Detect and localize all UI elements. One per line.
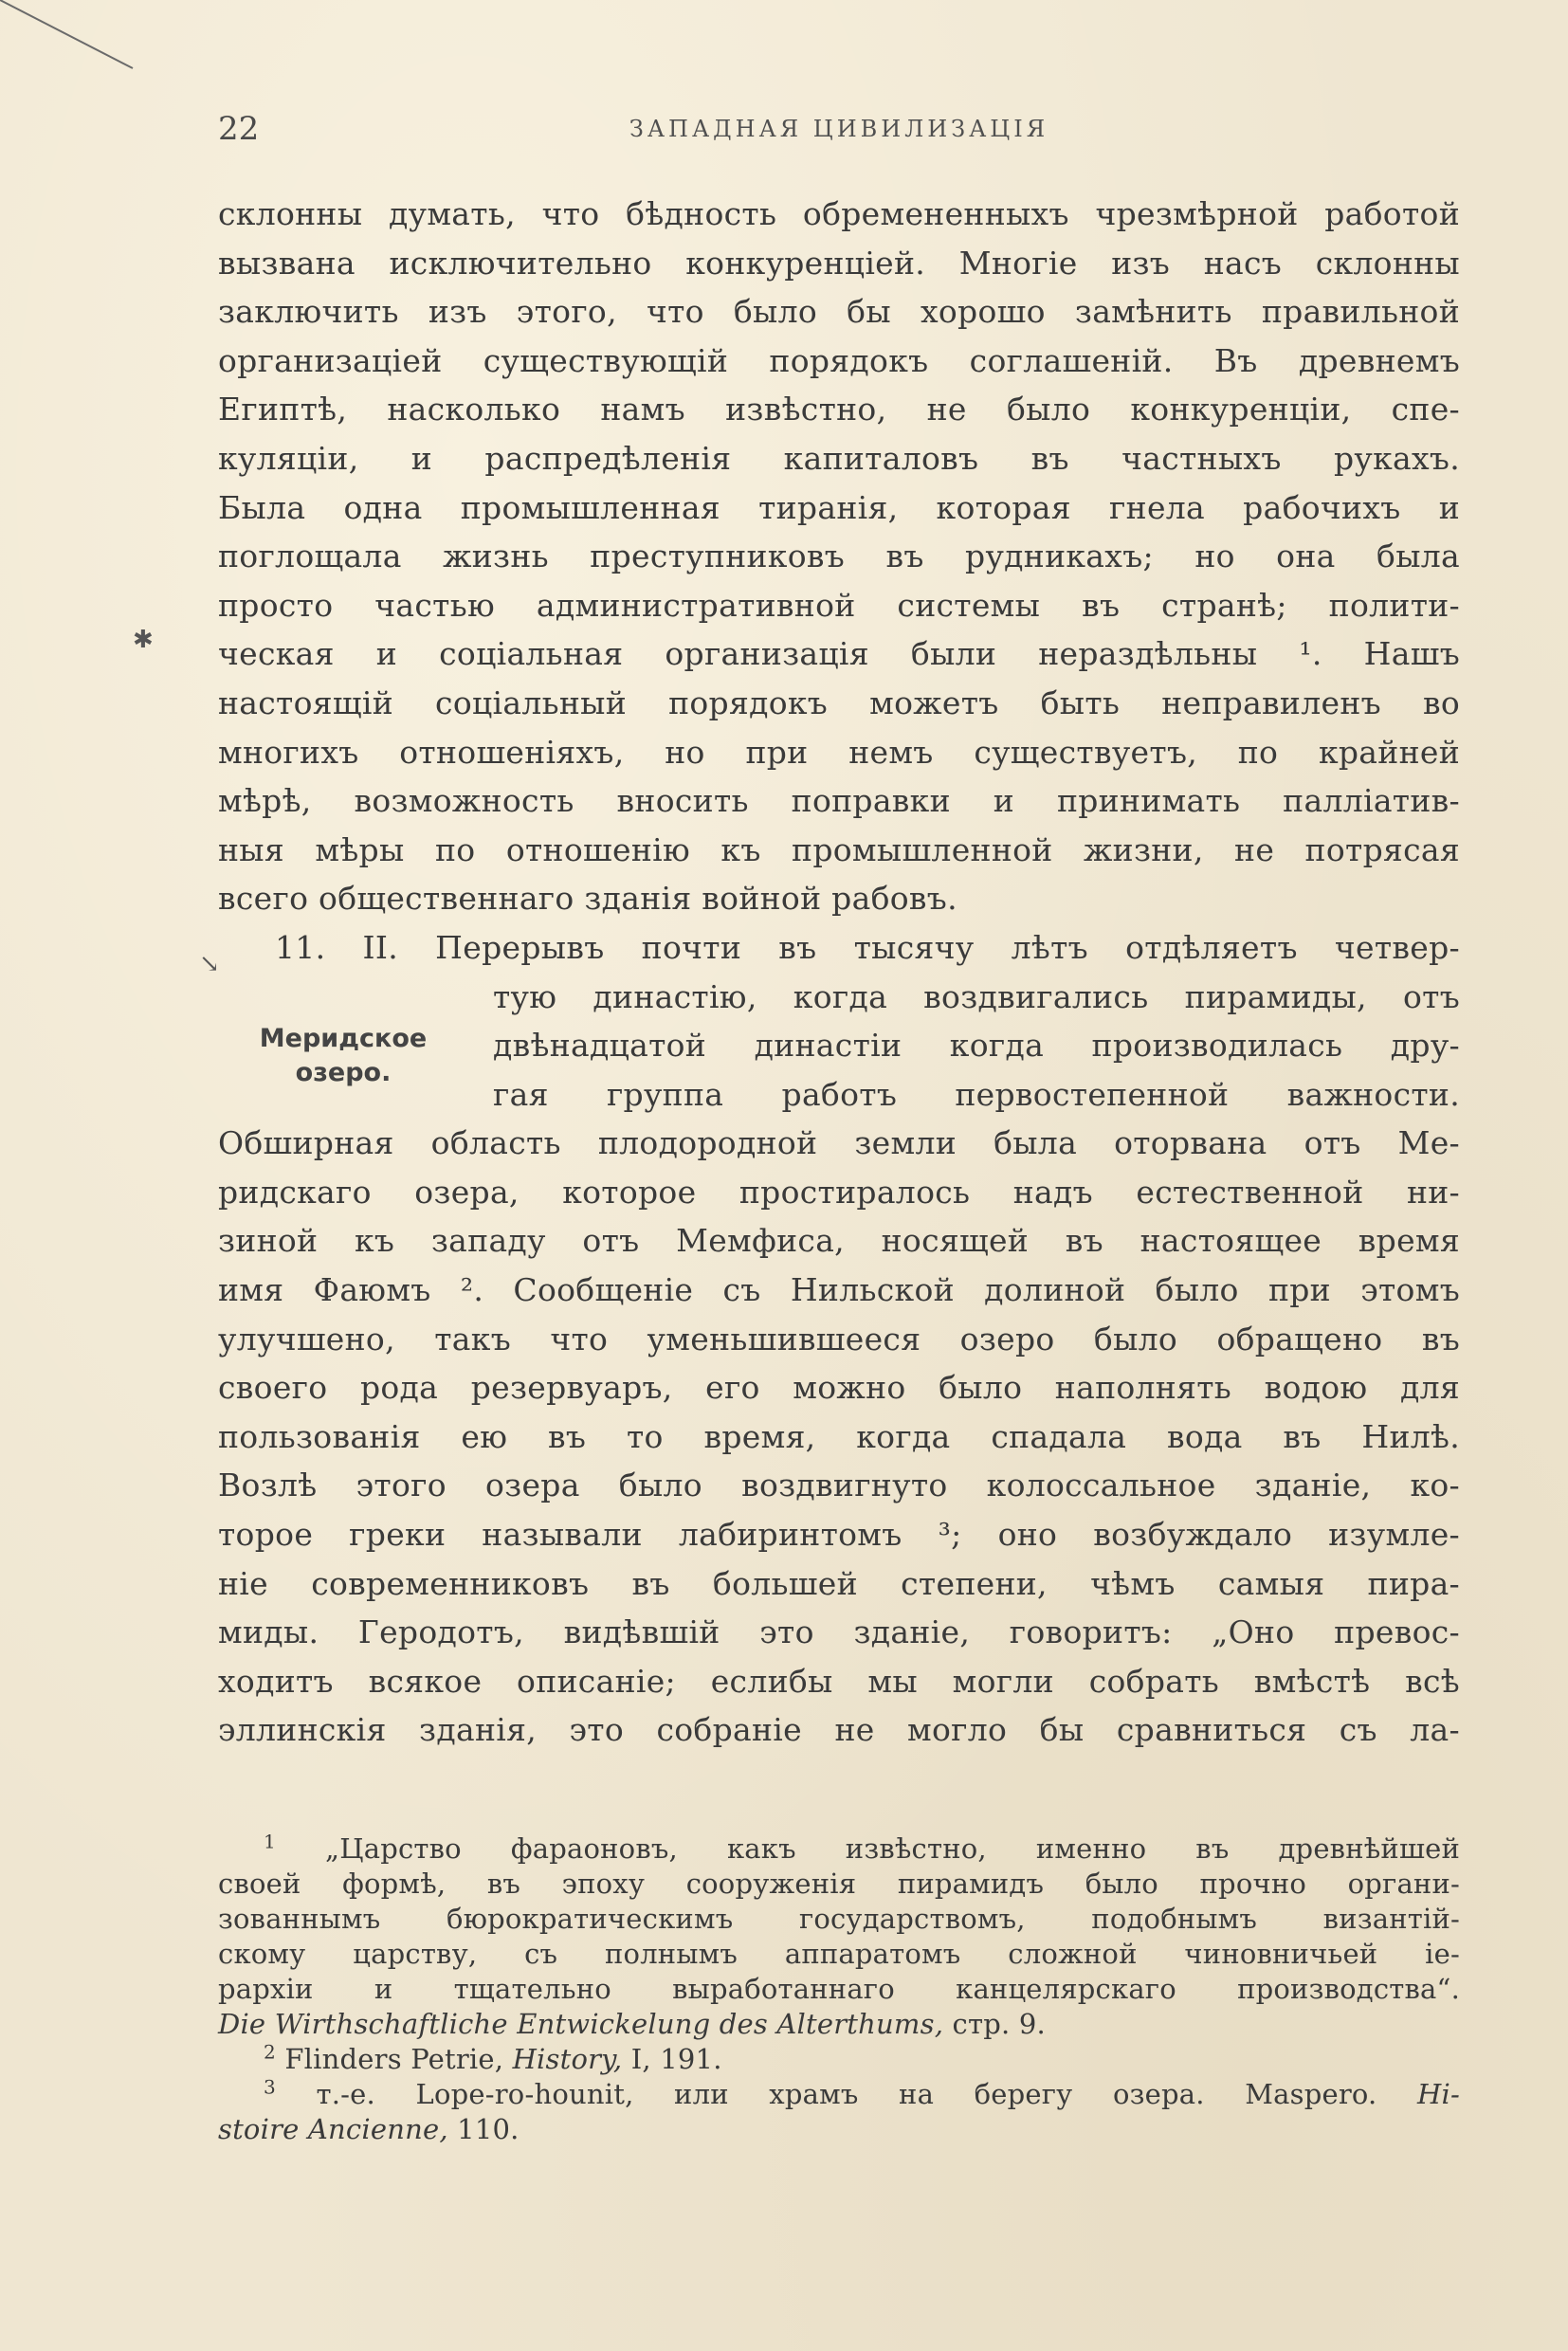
footnote-3 <box>218 2077 1460 2112</box>
text-line: заключить изъ этого, что было бы хорошо замѣнить правильной <box>218 293 1460 331</box>
text-line: просто частью административной системы въ странѣ; полити- <box>218 586 1460 624</box>
footnote-2-page: I, 191. <box>622 2043 722 2075</box>
footnote-3-title-start: Hi- <box>1417 2078 1460 2110</box>
text-line: Обширная область плодородной земли была оторвана отъ Ме- <box>218 1124 1460 1162</box>
page-number: 22 <box>218 110 260 148</box>
footnotes <box>218 1832 1460 2147</box>
footnote-marker: 1 <box>264 1830 276 1853</box>
page-header <box>218 106 1460 154</box>
text-line: гая группа работъ первостепенной важности. <box>493 1075 1460 1113</box>
footnote-3-line <box>218 2112 1460 2147</box>
corner-pencil-mark <box>0 0 152 85</box>
text-line: мѣрѣ, возможность вносить поправки и принимать палліатив- <box>218 782 1460 820</box>
text-line: склонны думать, что бѣдность обремененныхъ чрезмѣрной работой <box>218 195 1460 232</box>
text-line: миды. Геродотъ, видѣвшій это зданіе, говоритъ: „Оно превос- <box>218 1613 1460 1651</box>
text-line: торое греки называли лабиринтомъ ³; оно возбуждало изумле- <box>218 1516 1460 1554</box>
section-start-line: 11. II. Перерывъ почти въ тысячу лѣтъ отдѣляетъ четвер- <box>275 928 1460 966</box>
text-line: ныя мѣры по отношенію къ промышленной жизни, не потрясая <box>218 830 1460 868</box>
footnote-1-reference <box>218 2007 1460 2042</box>
text-line: двѣнадцатой династіи когда производилась дру- <box>493 1027 1460 1065</box>
text-line: Египтѣ, насколько намъ извѣстно, не было конкуренціи, спе- <box>218 391 1460 428</box>
text-line: улучшено, такъ что уменьшившееся озеро было обращено въ <box>218 1320 1460 1358</box>
running-head: ЗАПАДНАЯ ЦИВИЛИЗАЦІЯ <box>629 116 1049 142</box>
text-line: Была одна промышленная тиранія, которая гнела рабочихъ и <box>218 488 1460 526</box>
text-line: пользованія ею въ то время, когда спадала вода въ Нилѣ. <box>218 1417 1460 1455</box>
text-line: эллинскія зданія, это собраніе не могло бы сравниться съ ла- <box>218 1711 1460 1749</box>
footnote-3-text: т.-е. Lope-ro-hounit, или храмъ на берегу озера. Maspero. <box>316 2078 1418 2110</box>
footnote-3-title-end: stoire Ancienne, <box>218 2113 448 2145</box>
text-line: имя Фаюмъ ². Сообщеніе съ Нильской долиной было при этомъ <box>218 1271 1460 1309</box>
text-line: зиной къ западу отъ Мемфиса, носящей въ настоящее время <box>218 1222 1460 1260</box>
main-text <box>218 190 1460 1755</box>
footnote-1-ref-title: Die Wirthschaftliche Entwickelung des Alterthums, <box>218 2008 944 2040</box>
margin-mark: ↘ <box>199 950 220 978</box>
footnote-2-title: History, <box>512 2043 623 2075</box>
footnote-2-author: Flinders Petrie, <box>284 2043 513 2075</box>
text-line: ридскаго озера, которое простиралось надъ естественной ни- <box>218 1173 1460 1211</box>
text-line: ческая и соціальная организація были нераздѣльны ¹. Нашъ <box>218 635 1460 673</box>
text-line: ходитъ всякое описаніе; еслибы мы могли собрать вмѣстѣ всѣ <box>218 1662 1460 1700</box>
text-line: поглощала жизнь преступниковъ въ рудникахъ; но она была <box>218 538 1460 575</box>
footnote-marker: 3 <box>264 2075 276 2099</box>
text-line: куляціи, и распредѣленія капиталовъ въ частныхъ рукахъ. <box>218 439 1460 477</box>
text-line: ніе современниковъ въ большей степени, чѣмъ самыя пира- <box>218 1564 1460 1602</box>
footnote-3-page: 110. <box>447 2113 520 2145</box>
text-line: вызвана исключительно конкуренціей. Многіе изъ насъ склонны <box>218 244 1460 282</box>
text-line: всего общественнаго зданія войной рабовъ. <box>218 880 957 918</box>
footnote-1-line: своей формѣ, въ эпоху сооруженія пирамидъ было прочно органи- <box>218 1868 1460 1900</box>
text-line: многихъ отношеніяхъ, но при немъ существуетъ, по крайней <box>218 733 1460 771</box>
footnote-1-line <box>218 1832 1460 1867</box>
footnote-1-text: „Царство фараоновъ, какъ извѣстно, именно въ древнѣйшей <box>324 1832 1461 1865</box>
text-line: Возлѣ этого озера было воздвигнуто колоссальное зданіе, ко- <box>218 1467 1460 1504</box>
side-note-heading: Меридское озеро. <box>259 1024 428 1087</box>
footnote-1-ref-page: стр. 9. <box>943 2008 1046 2040</box>
margin-mark: ✱ <box>133 626 154 654</box>
footnote-1-line: скому царству, съ полнымъ аппаратомъ сложной чиновничьей іе- <box>218 1938 1460 1970</box>
text-line: организаціей существующій порядокъ соглашеній. Въ древнемъ <box>218 341 1460 379</box>
footnote-marker: 2 <box>264 2040 276 2064</box>
footnote-1-line: зованнымъ бюрократическимъ государствомъ, подобнымъ византій- <box>218 1903 1460 1935</box>
text-line: тую династію, когда воздвигались пирамиды, отъ <box>493 977 1460 1015</box>
footnote-2 <box>218 2042 1460 2077</box>
text-line: настоящій соціальный порядокъ можетъ быть неправиленъ во <box>218 683 1460 721</box>
text-line: своего рода резервуаръ, его можно было наполнять водою для <box>218 1369 1460 1407</box>
footnote-1-line: рархіи и тщательно выработаннаго канцелярскаго производства“. <box>218 1973 1460 2005</box>
